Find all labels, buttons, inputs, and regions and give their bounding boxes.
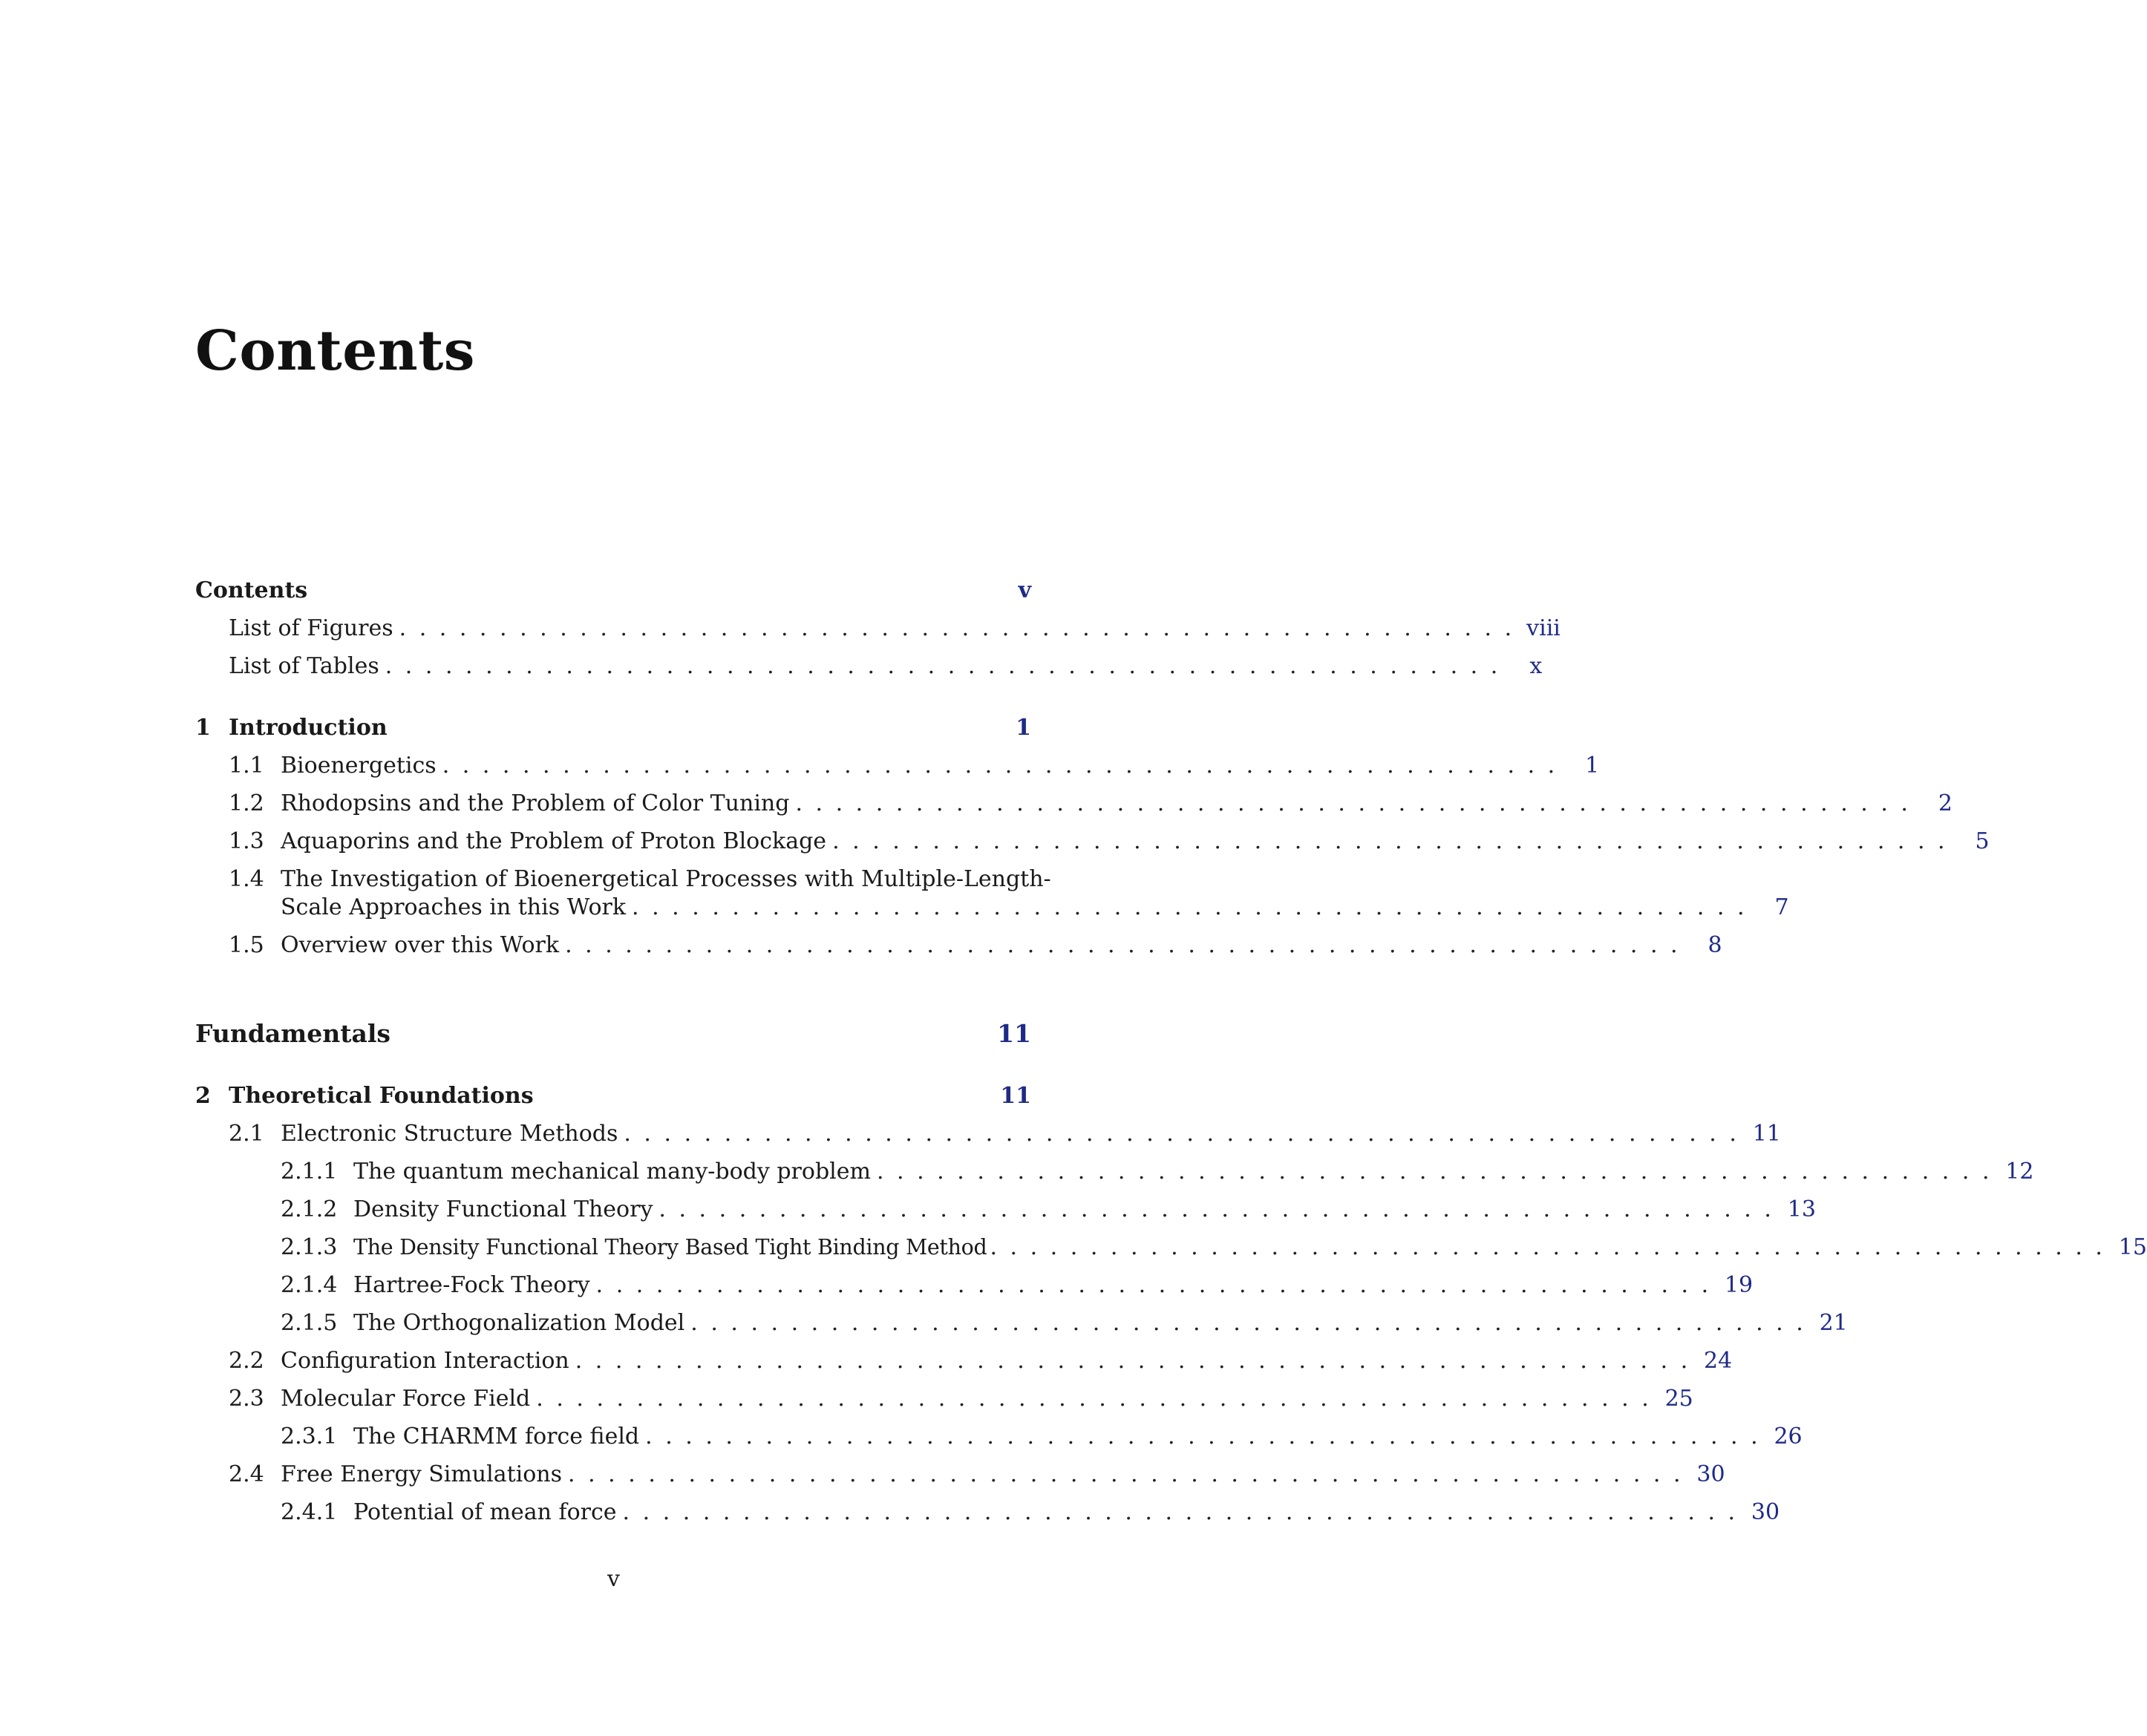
- toc-entry-page[interactable]: 26: [1774, 1424, 1803, 1450]
- leader-dots: . . . . . . . . . . . . . . . . . . . . . . . . . . . . . . . . . . . . . . . . . . . . . . . . . . . . . . . .: [832, 828, 1948, 854]
- toc-entry-title: Theoretical Foundations: [229, 1083, 534, 1109]
- toc-entry-title: The CHARMM force field: [353, 1424, 640, 1450]
- toc-entry-list-of-figures[interactable]: [195, 615, 1561, 643]
- toc-section-1-1[interactable]: [195, 752, 1600, 780]
- toc-entry-title: Bioenergetics: [281, 753, 437, 779]
- section-number: 1.5: [229, 932, 264, 958]
- toc-section-2-3[interactable]: [195, 1385, 1693, 1413]
- toc-entry-page[interactable]: 21: [1819, 1310, 1848, 1336]
- section-number: 2.4: [229, 1461, 264, 1487]
- section-number: 2.3: [229, 1386, 264, 1412]
- toc-section-1-4[interactable]: [195, 865, 1789, 922]
- section-number: 1.3: [229, 828, 264, 854]
- toc-subsection-2-3-1[interactable]: [195, 1423, 1803, 1451]
- toc-entry-page[interactable]: 25: [1664, 1386, 1693, 1412]
- toc-entry-title: The quantum mechanical many-body problem: [353, 1159, 871, 1185]
- toc-entry-title: The Density Functional Theory Based Tight Binding Method: [353, 1235, 987, 1260]
- toc-entry-title: Configuration Interaction: [281, 1348, 569, 1374]
- toc-entry-title: Potential of mean force: [353, 1499, 617, 1525]
- toc-entry-title-line1: The Investigation of Bioenergetical Processes with Multiple-Length-: [281, 866, 1051, 892]
- toc-entry-page[interactable]: 13: [1787, 1196, 1816, 1222]
- leader-dots: . . . . . . . . . . . . . . . . . . . . . . . . . . . . . . . . . . . . . . . . . . . . . . . . . . . . . . . .: [632, 894, 1748, 920]
- toc-entry-page[interactable]: v: [1018, 577, 1031, 603]
- toc-entry-title: Density Functional Theory: [353, 1196, 653, 1222]
- section-number: 1.4: [229, 866, 264, 892]
- toc-entry-page[interactable]: 7: [1774, 894, 1789, 920]
- toc-entry-page[interactable]: 8: [1708, 932, 1722, 958]
- subsection-number: 2.1.4: [281, 1272, 338, 1298]
- toc-entry-page[interactable]: 24: [1704, 1348, 1733, 1374]
- leader-dots: . . . . . . . . . . . . . . . . . . . . . . . . . . . . . . . . . . . . . . . . . . . . . . . . . . . . . . . .: [568, 1461, 1684, 1487]
- toc-entry-page[interactable]: 1: [1585, 753, 1600, 779]
- toc-entry-contents[interactable]: [195, 577, 1031, 605]
- toc-section-1-2[interactable]: [195, 790, 1952, 818]
- toc-subsection-2-1-4[interactable]: [195, 1271, 1754, 1300]
- toc-section-2-2[interactable]: [195, 1347, 1733, 1375]
- leader-dots: . . . . . . . . . . . . . . . . . . . . . . . . . . . . . . . . . . . . . . . . . . . . . . . . . . . . . . . .: [795, 790, 1911, 816]
- toc-section-1-3[interactable]: [195, 828, 1990, 856]
- toc-subsection-2-1-3[interactable]: [195, 1234, 2147, 1262]
- toc-entry-title: Introduction: [229, 715, 388, 741]
- leader-dots: . . . . . . . . . . . . . . . . . . . . . . . . . . . . . . . . . . . . . . . . . . . . . . . . . . . . . . . .: [645, 1424, 1761, 1450]
- leader-dots: . . . . . . . . . . . . . . . . . . . . . . . . . . . . . . . . . . . . . . . . . . . . . . . . . . . . . . . .: [385, 653, 1501, 679]
- toc-subsection-2-1-2[interactable]: [195, 1196, 1816, 1224]
- chapter-number: 1: [195, 715, 211, 741]
- subsection-number: 2.1.5: [281, 1310, 338, 1336]
- toc-entry-title: List of Figures: [229, 615, 393, 641]
- toc-part-fundamentals[interactable]: [195, 1020, 1031, 1048]
- toc-section-2-4[interactable]: [195, 1461, 1725, 1489]
- leader-dots: . . . . . . . . . . . . . . . . . . . . . . . . . . . . . . . . . . . . . . . . . . . . . . . . . . . . . . . .: [690, 1310, 1806, 1336]
- toc-entry-page[interactable]: 30: [1751, 1499, 1780, 1525]
- section-number: 1.1: [229, 753, 264, 779]
- toc-entry-title: Hartree-Fock Theory: [353, 1272, 590, 1298]
- subsection-number: 2.1.1: [281, 1159, 338, 1185]
- leader-dots: . . . . . . . . . . . . . . . . . . . . . . . . . . . . . . . . . . . . . . . . . . . . . . . . . . . . . . . .: [622, 1499, 1739, 1525]
- toc-entry-page[interactable]: 11: [1000, 1083, 1031, 1109]
- toc-entry-title: Free Energy Simulations: [281, 1461, 563, 1487]
- toc-entry-title: Contents: [195, 577, 308, 603]
- toc-entry-title: List of Tables: [229, 653, 379, 679]
- toc-entry-page[interactable]: x: [1529, 653, 1543, 679]
- toc-entry-page[interactable]: viii: [1526, 615, 1561, 641]
- toc-entry-title: Overview over this Work: [281, 932, 560, 958]
- subsection-number: 2.1.3: [281, 1234, 338, 1260]
- toc-entry-page[interactable]: 15: [2118, 1234, 2147, 1260]
- leader-dots: . . . . . . . . . . . . . . . . . . . . . . . . . . . . . . . . . . . . . . . . . . . . . . . . . . . . . . . .: [575, 1348, 1691, 1374]
- toc-entry-page[interactable]: 11: [997, 1019, 1031, 1048]
- toc-entry-page[interactable]: 30: [1696, 1461, 1725, 1487]
- toc-chapter-1[interactable]: [195, 714, 1031, 742]
- toc-section-2-1[interactable]: [195, 1120, 1781, 1148]
- leader-dots: . . . . . . . . . . . . . . . . . . . . . . . . . . . . . . . . . . . . . . . . . . . . . . . . . . . . . . . .: [876, 1159, 1993, 1185]
- toc-entry-title: Molecular Force Field: [281, 1386, 531, 1412]
- chapter-number: 2: [195, 1083, 211, 1109]
- leader-dots: . . . . . . . . . . . . . . . . . . . . . . . . . . . . . . . . . . . . . . . . . . . . . . . . . . . . . . . .: [659, 1196, 1774, 1222]
- subsection-number: 2.3.1: [281, 1424, 338, 1450]
- subsection-number: 2.1.2: [281, 1196, 338, 1222]
- leader-dots: . . . . . . . . . . . . . . . . . . . . . . . . . . . . . . . . . . . . . . . . . . . . . . . . . . . . . . . .: [990, 1234, 2105, 1260]
- page-title: Contents: [195, 319, 475, 383]
- toc-subsection-2-1-5[interactable]: [195, 1309, 1848, 1337]
- leader-dots: . . . . . . . . . . . . . . . . . . . . . . . . . . . . . . . . . . . . . . . . . . . . . . . . . . . . . . . .: [565, 932, 1681, 958]
- toc-subsection-2-1-1[interactable]: [195, 1158, 2034, 1186]
- toc-entry-title: Electronic Structure Methods: [281, 1121, 618, 1147]
- leader-dots: . . . . . . . . . . . . . . . . . . . . . . . . . . . . . . . . . . . . . . . . . . . . . . . . . . . . . . . .: [442, 753, 1558, 779]
- toc-entry-page[interactable]: 5: [1975, 828, 1990, 854]
- leader-dots: . . . . . . . . . . . . . . . . . . . . . . . . . . . . . . . . . . . . . . . . . . . . . . . . . . . . . . . .: [536, 1386, 1652, 1412]
- toc-entry-title: Fundamentals: [195, 1019, 390, 1048]
- toc-section-1-5[interactable]: [195, 931, 1722, 960]
- page-number: v: [607, 1566, 620, 1592]
- toc-entry-page[interactable]: 19: [1724, 1272, 1754, 1298]
- toc-entry-title-line2: Scale Approaches in this Work: [281, 894, 627, 920]
- toc-entry-page[interactable]: 11: [1752, 1121, 1781, 1147]
- leader-dots: . . . . . . . . . . . . . . . . . . . . . . . . . . . . . . . . . . . . . . . . . . . . . . . . . . . . . . . .: [595, 1272, 1712, 1298]
- toc-subsection-2-4-1[interactable]: [195, 1498, 1780, 1527]
- section-number: 2.2: [229, 1348, 264, 1374]
- section-number: 1.2: [229, 790, 264, 816]
- toc-entry-title: Aquaporins and the Problem of Proton Blockage: [281, 828, 827, 854]
- toc-chapter-2[interactable]: [195, 1082, 1031, 1110]
- section-number: 2.1: [229, 1121, 264, 1147]
- toc-entry-page[interactable]: 2: [1938, 790, 1952, 816]
- toc-entry-title: Rhodopsins and the Problem of Color Tuning: [281, 790, 790, 816]
- leader-dots: . . . . . . . . . . . . . . . . . . . . . . . . . . . . . . . . . . . . . . . . . . . . . . . . . . . . . . . .: [624, 1121, 1739, 1147]
- toc-entry-list-of-tables[interactable]: [195, 652, 1543, 681]
- toc-entry-page[interactable]: 12: [2005, 1159, 2034, 1185]
- subsection-number: 2.4.1: [281, 1499, 338, 1525]
- toc-entry-title: The Orthogonalization Model: [353, 1310, 685, 1336]
- toc-entry-page[interactable]: 1: [1016, 715, 1031, 741]
- leader-dots: . . . . . . . . . . . . . . . . . . . . . . . . . . . . . . . . . . . . . . . . . . . . . . . . . . . . . . . .: [399, 615, 1515, 641]
